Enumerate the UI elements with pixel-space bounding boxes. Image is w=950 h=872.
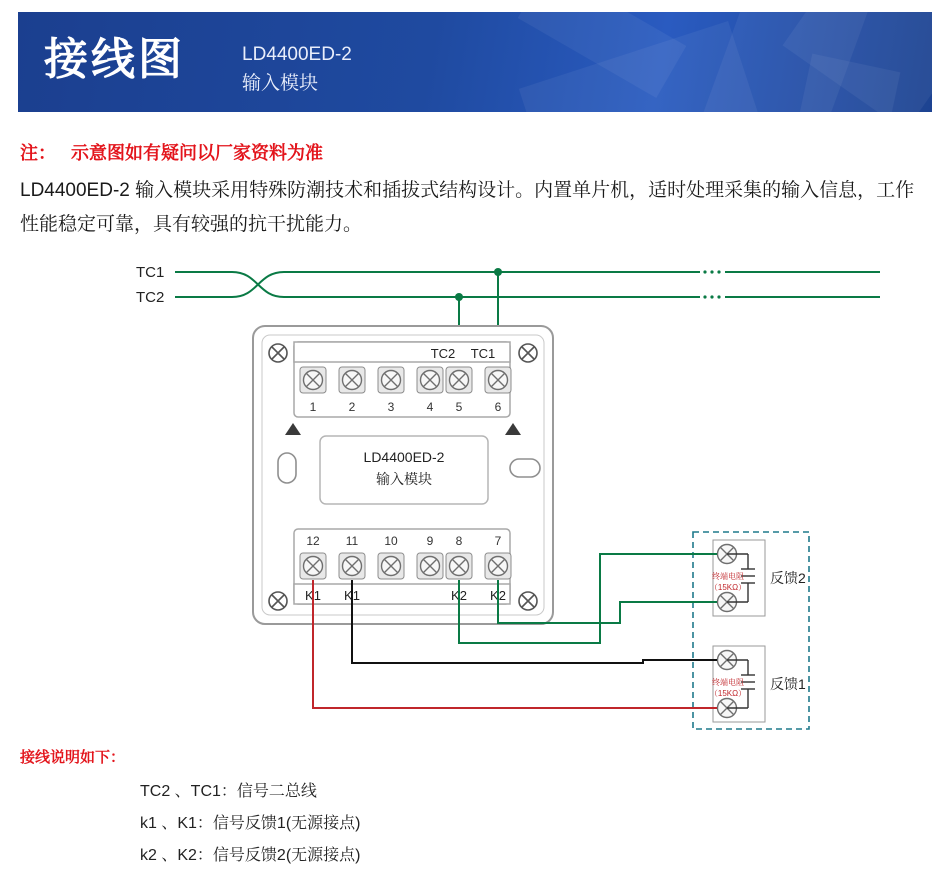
feedback-dashed-box bbox=[693, 532, 809, 729]
feedback-device-2 bbox=[710, 540, 806, 616]
description-text: LD4400ED-2 输入模块采用特殊防潮技术和插拔式结构设计。内置单片机，适时处理采集的输入信息，工作性能稳定可靠，具有较强的抗干扰能力。 bbox=[20, 180, 915, 235]
feedback2-resistor-label: 终端电阻 bbox=[712, 572, 744, 581]
bus-line-tc1 bbox=[175, 272, 880, 297]
svg-text:8: 8 bbox=[455, 534, 463, 548]
svg-text:7: 7 bbox=[494, 534, 502, 548]
bus-junction-tc2 bbox=[455, 293, 463, 301]
module-model-text: LD4400ED-2 bbox=[363, 449, 445, 465]
feedback-device-1 bbox=[710, 646, 806, 722]
wiring-diagram bbox=[0, 243, 950, 753]
notice-label: 注： bbox=[20, 143, 56, 163]
svg-text:10: 10 bbox=[384, 534, 398, 548]
svg-text:K1: K1 bbox=[344, 588, 360, 603]
legend-item-2: k2 、K2：信号反馈2(无源接点) bbox=[140, 847, 361, 864]
page-title: 接线图 bbox=[44, 35, 185, 84]
bus-junction-tc1 bbox=[494, 268, 502, 276]
svg-text:6: 6 bbox=[494, 400, 502, 414]
notice bbox=[20, 139, 323, 165]
svg-text:3: 3 bbox=[387, 400, 395, 414]
svg-text:9: 9 bbox=[426, 534, 434, 548]
svg-text:K2: K2 bbox=[451, 588, 467, 603]
banner-model: LD4400ED-2 bbox=[242, 44, 352, 65]
svg-text:5: 5 bbox=[455, 400, 463, 414]
terminal-label-tc1: TC1 bbox=[470, 346, 496, 361]
feedback1-resistor-label: 终端电阻 bbox=[712, 678, 744, 687]
svg-text:K2: K2 bbox=[490, 588, 506, 603]
bus-label-tc2: TC2 bbox=[136, 289, 165, 306]
bus-label-tc1: TC1 bbox=[136, 264, 165, 281]
header-banner bbox=[18, 12, 932, 112]
legend-item-0: TC2 、TC1：信号二总线 bbox=[140, 783, 317, 800]
svg-text:4: 4 bbox=[426, 400, 434, 414]
terminal-label-tc2: TC2 bbox=[430, 346, 456, 361]
legend-title: 接线说明如下： bbox=[20, 749, 126, 766]
module-bottom-terminal-block bbox=[294, 529, 511, 604]
bus-break-dots bbox=[703, 270, 720, 298]
svg-text:K1: K1 bbox=[305, 588, 321, 603]
feedback1-name: 反馈1 bbox=[770, 676, 806, 692]
notice-text: 示意图如有疑问以厂家资料为准 bbox=[71, 143, 324, 163]
svg-text:11: 11 bbox=[345, 534, 359, 548]
feedback2-name: 反馈2 bbox=[770, 570, 806, 586]
svg-text:1: 1 bbox=[309, 400, 317, 414]
legend-list bbox=[140, 776, 360, 872]
feedback1-resistor-value: （15KΩ） bbox=[709, 689, 747, 698]
module-center-label bbox=[320, 436, 488, 504]
module-name-text: 输入模块 bbox=[376, 471, 432, 487]
banner-subtitle bbox=[242, 40, 352, 98]
svg-text:12: 12 bbox=[306, 534, 320, 548]
svg-text:2: 2 bbox=[348, 400, 356, 414]
legend-item-1: k1 、K1：信号反馈1(无源接点) bbox=[140, 815, 361, 832]
bus-line-tc2 bbox=[175, 272, 880, 297]
banner-product-name: 输入模块 bbox=[242, 73, 319, 94]
feedback2-resistor-value: （15KΩ） bbox=[709, 583, 747, 592]
